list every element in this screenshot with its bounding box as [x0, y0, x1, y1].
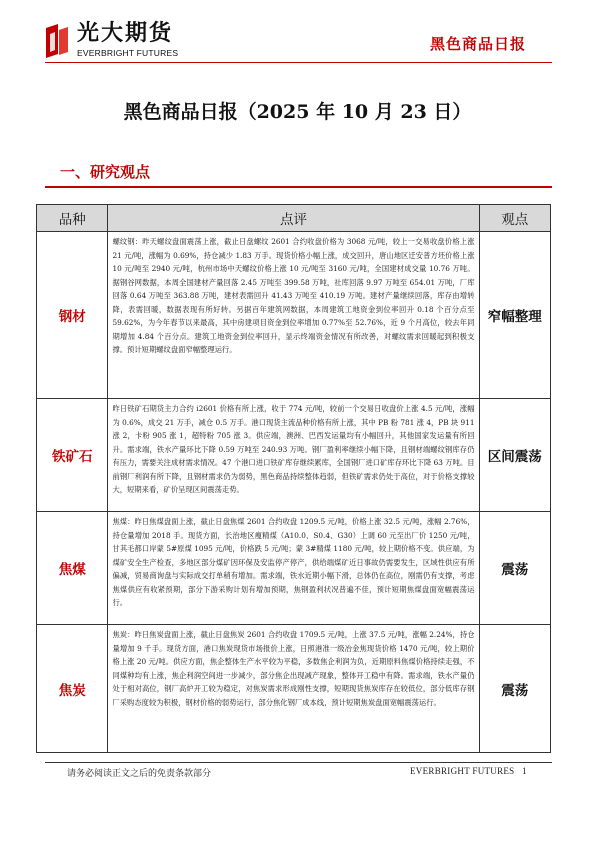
- comment-cell: 焦炭：昨日焦炭盘面上涨，截止日盘焦炭 2601 合约收盘 1709.5 元/吨，上涨 37.5 元/吨，涨幅 2.24%，持仓量增加 9 千手。现货方面，港口焦炭现货市场报价上涨，日照港准一级冶金焦现货价格 1470 元/吨，较上期价格上涨 20 元/吨。供应方面，焦企整体生产水平较为平稳，多数焦企利润为负，近期原料焦煤价格持续走强，不同煤种均有上涨，焦企利润空间进一步减少，部分焦企出现减产现象，整体开工稳中有降。需求端，铁水产量仍处于相对高位，钢厂高炉开工较为稳定，对焦炭需求形成刚性支撑，短期现货焦炭库存在较低位，部分低库存钢厂采购态度较为积极，钢材价格的弱势运行，部分焦化钢厂成本线，预计短期焦炭盘面宽幅震荡运行。: [108, 625, 479, 753]
- variety-cell: 钢材: [37, 232, 108, 399]
- table-row: [37, 512, 551, 625]
- table-row: [37, 232, 551, 399]
- brand-name-en: EVERBRIGHT FUTURES: [77, 48, 179, 58]
- variety-cell: 焦煤: [37, 512, 108, 625]
- variety-cell: 焦炭: [37, 625, 108, 753]
- section-divider: [45, 186, 552, 188]
- document-title: 黑色商品日报（2025 年 10 月 23 日）: [123, 101, 472, 123]
- view-cell: 震荡: [479, 512, 551, 625]
- page-number: 1: [522, 766, 527, 776]
- header-comment: 点评: [108, 205, 479, 232]
- section-heading: 一、研究观点: [60, 163, 151, 181]
- footer-brand: [410, 766, 527, 776]
- comment-cell: 昨日铁矿石期货主力合约 i2601 价格有所上涨，收于 774 元/吨，较前一个交易日收盘价上涨 4.5 元/吨，涨幅为 0.6%，成交 21 万手，减仓 0.5 万手。港口现货主流品种价格有所上涨，其中 PB 粉 781 涨 4，PB 块 911 涨 2，卡粉 905 涨 1，超特粉 705 涨 3。供应端，澳洲、巴西发运量均有小幅回升，其他国家发运量有所回升。需求端，铁水产量环比下降 0.59 万吨至 240.93 万吨。钢厂盈利率继续小幅下降，且钢材端螺纹钢库存仍有压力，需要关注成材需求情况。47 个港口进口铁矿库存继续累库，全国钢厂进口矿库存环比下降 63 万吨。目前钢厂利润有所下降，且钢材需求仍为弱势，黑色商品持续整体趋弱，但铁矿需求仍处于高位，对于价格支撑较大，短期来看，矿价呈现区间震荡走势。: [108, 399, 479, 512]
- view-cell: 震荡: [479, 625, 551, 753]
- header-view: 观点: [479, 205, 551, 232]
- brand-name-cn: 光大期货: [77, 21, 174, 46]
- table-row: [37, 399, 551, 512]
- footer-disclaimer: 请务必阅读正文之后的免责条款部分: [67, 769, 212, 779]
- header-divider: [45, 62, 552, 63]
- header-variety: 品种: [37, 205, 108, 232]
- footer-brand-name: EVERBRIGHT FUTURES: [410, 766, 515, 776]
- view-cell: 窄幅整理: [479, 232, 551, 399]
- footer-divider: [45, 762, 552, 763]
- table-header-row: [37, 205, 551, 232]
- comment-cell: 螺纹钢：昨天螺纹盘面震荡上涨，截止日盘螺纹 2601 合约收盘价格为 3068 元/吨，较上一交易收盘价格上涨 21 元/吨，涨幅为 0.69%，持仓减少 1.83 万手。现货价格小幅上涨，成交回升，唐山地区迁安普方坯价格上涨 10 元/吨至 2940 元/吨，杭州市场中天螺纹价格上涨 10 元/吨至 3160 元/吨，全国建材成交量 10.76 万吨。据钢谷网数据，本周全国建材产量回落 2.45 万吨至 399.58 万吨，社库回落 9.97 万吨至 654.01 万吨，厂库回落 0.64 万吨至 363.88 万吨，建材表需回升 41.43 万吨至 410.19 万吨。建材产量继续回落，库存由增转降，表需回暖，数据表现有所好转。另据百年建筑网数据，本周建筑工地资金到位率回升 0.18 个百分点至 59.62%，为今年春节以来最高，其中房建项目资金到位率增加 0.77%至 52.76%，近 9 个月高位，较去年同期增加 4.84 个百分点。建筑工地资金到位率回升，显示终端资金情况有所改善，对螺纹需求回暖起到积极支撑。预计短期螺纹盘面窄幅整理运行。: [108, 232, 479, 399]
- view-cell: 区间震荡: [479, 399, 551, 512]
- comment-cell: 焦煤：昨日焦煤盘面上涨，截止日盘焦煤 2601 合约收盘 1209.5 元/吨，价格上涨 32.5 元/吨，涨幅 2.76%，持仓量增加 2018 手。现货方面，长治地区瘦精煤（A10.0、S0.4、G30）上调 60 元至出厂价 1250 元/吨，甘其毛都口岸蒙 5#原煤 1095 元/吨，价格跌 5 元/吨；蒙 3#精煤 1180 元/吨，较上期价格不变。供应端，为煤矿安全生产检查，多地区部分煤矿因环保及安监停产停产，供给端煤矿近日事故仍需要发生，区域性供应有所偏减，贸易商询盘与实际成交打单稍有增加。需求端，铁水近期小幅下滑，总体仍在高位，刚需仍有支撑，考虑焦煤供应有收紧预期，部分下游采购计划有增加预期，焦钢盈利状况普遍不佳，预计短期焦煤盘面宽幅震荡运行。: [108, 512, 479, 625]
- views-table: [36, 204, 551, 753]
- report-label: 黑色商品日报: [430, 35, 527, 53]
- variety-cell: 铁矿石: [37, 399, 108, 512]
- table-row: [37, 625, 551, 753]
- logo-icon: [46, 24, 68, 58]
